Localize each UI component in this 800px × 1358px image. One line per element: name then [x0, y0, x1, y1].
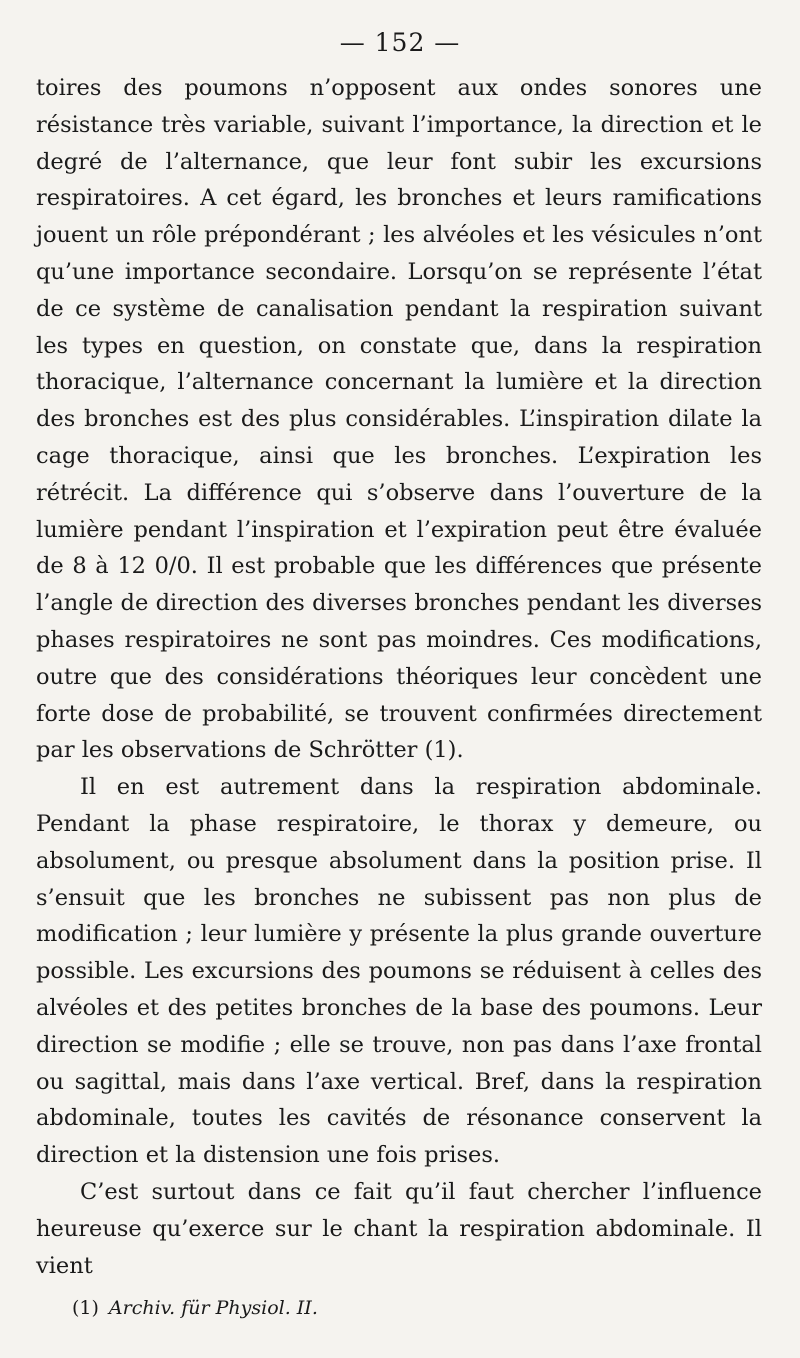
- footnote-mark: (1): [72, 1297, 99, 1319]
- footnote: [72, 1296, 318, 1320]
- paragraph-1: toires des poumons n’opposent aux ondes sonores une résistance très variable, suivant l’importance, la direction et le degré de l’alternance, que leur font subir les excursions respiratoires. A cet égard, les bronches et leurs ramifications jouent un rôle prépondérant ; les alvéoles et les vésicules n’ont qu’une importance secondaire. Lorsqu’on se représente l’état de ce système de canalisation pendant la respiration suivant les types en question, on constate que, dans la respiration thoracique, l’alternance concernant la lumière et la direction des bronches est des plus considérables. L’inspiration dilate la cage thoracique, ainsi que les bronches. L’expiration les rétrécit. La différence qui s’observe dans l’ouverture de la lumière pendant l’inspiration et l’expiration peut être évaluée de 8 à 12 0/0. Il est probable que les différences que présente l’angle de direction des diverses bronches pendant les diverses phases respiratoires ne sont pas moindres. Ces modifications, outre que des considérations théoriques leur concèdent une forte dose de probabilité, se trouvent confirmées directement par les observations de Schrötter (1).: [36, 75, 762, 764]
- footnote-reference: Archiv. für Physiol. II.: [108, 1297, 318, 1319]
- paragraph-2: Il en est autrement dans la respiration abdominale. Pendant la phase respiratoire, le thorax y demeure, ou absolument, ou presque absolument dans la position prise. Il s’ensuit que les bronches ne subissent pas non plus de modification ; leur lumière y présente la plus grande ouverture possible. Les excursions des poumons se réduisent à celles des alvéoles et des petites bronches de la base des poumons. Leur direction se modifie ; elle se trouve, non pas dans l’axe frontal ou sagittal, mais dans l’axe vertical. Bref, dans la respiration abdominale, toutes les cavités de résonance conservent la direction et la distension une fois prises.: [36, 774, 762, 1169]
- page-number: — 152 —: [339, 28, 461, 57]
- body-text: [36, 70, 762, 1284]
- paragraph-3: C’est surtout dans ce fait qu’il faut chercher l’influence heureuse qu’exerce sur le chant la respiration abdominale. Il vient: [36, 1178, 762, 1279]
